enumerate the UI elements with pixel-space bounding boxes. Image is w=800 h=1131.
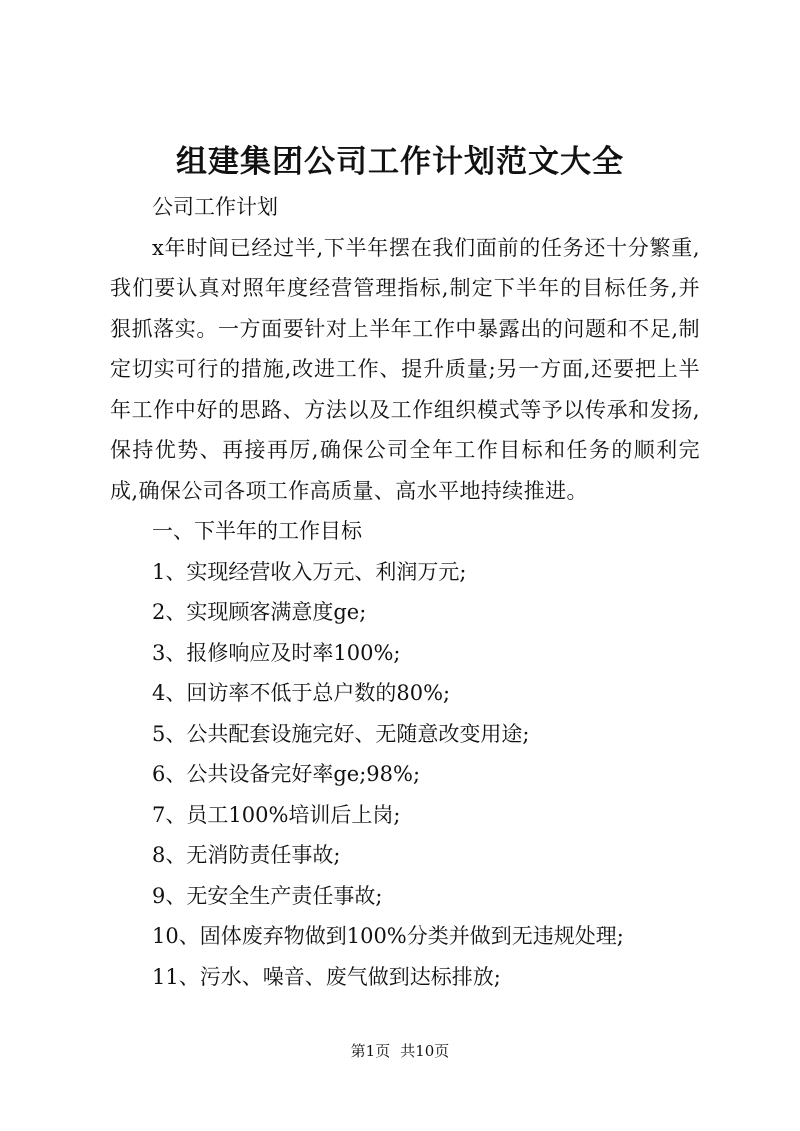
list-item: 1、实现经营收入万元、利润万元;: [152, 559, 467, 584]
list-item: 5、公共配套设施完好、无随意改变用途;: [152, 721, 530, 746]
page-total: 共10页: [400, 1042, 450, 1060]
list-item: 4、回访率不低于总户数的80%;: [152, 681, 451, 705]
page-footer: [0, 1040, 800, 1062]
list-item: 6、公共设备完好率ge;98%;: [152, 762, 421, 786]
section-heading: 一、下半年的工作目标: [152, 519, 362, 543]
paragraph-heading: 公司工作计划: [152, 195, 278, 219]
list-item: 8、无消防责任事故;: [152, 843, 341, 867]
list-item: 10、固体废弃物做到100%分类并做到无违规处理;: [152, 924, 624, 948]
list-item: 2、实现顾客满意度ge;: [152, 600, 367, 624]
list-item: 3、报修响应及时率100%;: [152, 640, 401, 665]
paragraph-intro: x年时间已经过半,下半年摆在我们面前的任务还十分繁重,我们要认真对照年度经营管理指标,制定下半年的目标任务,并狠抓落实。一方面要针对上半年工作中暴露出的问题和不足,制定切实可行的措施,改进工作、提升质量;另一方面,还要把上半年工作中好的思路、方法以及工作组织模式等予以传承和发扬,保持优势、再接再厉,确保公司全年工作目标和任务的顺利完成,确保公司各项工作高质量、高水平地持续推进。: [110, 235, 700, 503]
list-item: 11、污水、噪音、废气做到达标排放;: [152, 964, 501, 989]
list-item: 7、员工100%培训后上岗;: [152, 802, 401, 827]
document-body: [110, 187, 700, 997]
list-item: 9、无安全生产责任事故;: [152, 883, 383, 908]
document-title: 组建集团公司工作计划范文大全: [176, 144, 624, 180]
page-number: 第1页: [350, 1042, 391, 1060]
